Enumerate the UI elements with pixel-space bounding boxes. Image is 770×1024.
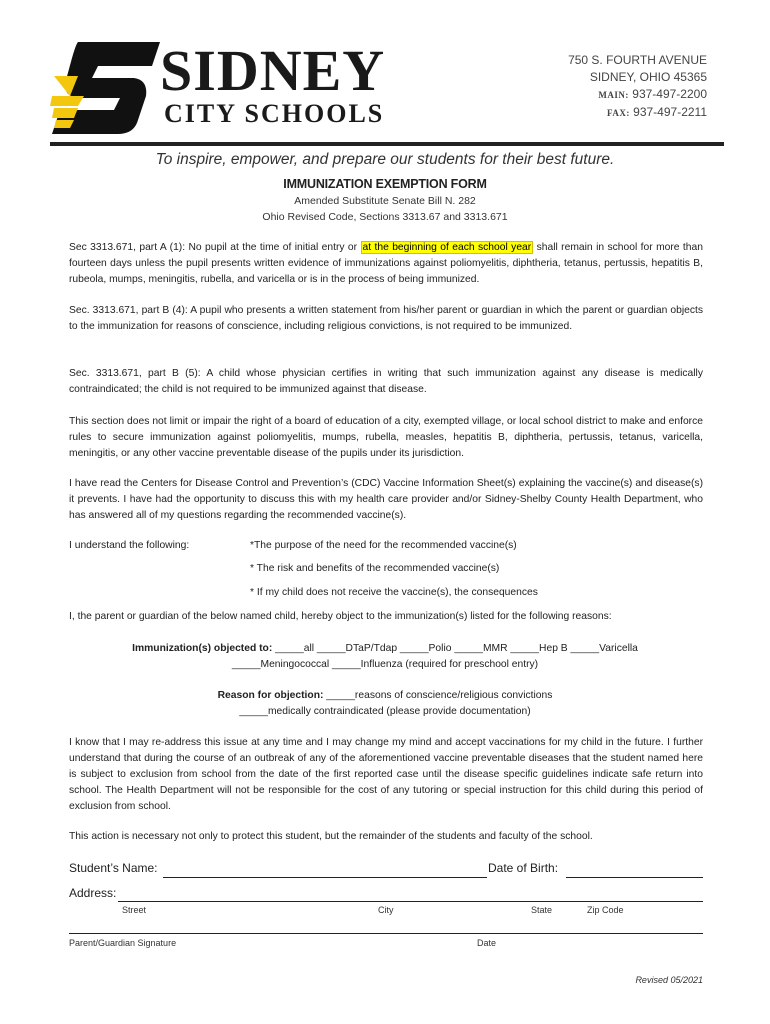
paragraph-necessary: This action is necessary not only to protect this student, but the remainder of the students and faculty of the school. [69, 831, 593, 842]
form-title: IMMUNIZATION EXEMPTION FORM [283, 177, 487, 191]
student-name-field[interactable] [163, 877, 487, 878]
paragraph-board-rights: This section does not limit or impair the right of a board of education of a city, exempted village, or local school district to make and enforce rules to secure immunization against poliomyelitis, mumps, rubella, measles, hepatitis B, diphtheria, pertussis, tetanus, varicella, meningitis, or any other vaccine preventable disease of the pupils under its jurisdiction. [69, 416, 703, 459]
reason-line-1 [0, 688, 770, 704]
understand-item-1: *The purpose of the need for the recommended vaccine(s) [250, 540, 517, 551]
address-block [568, 52, 707, 122]
address-line-2: SIDNEY, OHIO 45365 [589, 70, 707, 84]
part-a-text-rest: shall remain in school for more than fourteen days unless the pupil presents written evidence of immunizations against poliomyelitis, diphtheria, tetanus, pertussis, hepatitis B, rubeola, mumps, meningitis, rubella, and varicella or is in the process of being immunized. [69, 242, 703, 285]
main-phone-label: MAIN: [598, 90, 629, 100]
paragraph-part-a [69, 240, 703, 288]
object-statement: I, the parent or guardian of the below named child, hereby object to the immunization(s) listed for the following reasons: [69, 611, 612, 622]
address-field[interactable] [118, 901, 703, 902]
student-name-label: Student’s Name: [69, 861, 158, 875]
brand-subtitle: CITY SCHOOLS [164, 99, 385, 128]
date-caption: Date [477, 938, 497, 948]
form-subtitle-code: Ohio Revised Code, Sections 3313.67 and 3313.671 [262, 211, 508, 223]
reason-label: Reason for objection: [217, 690, 324, 701]
brand-name: SIDNEY [160, 38, 386, 103]
immunization-choices-2: _____Meningococcal _____Influenza (required for preschool entry) [231, 659, 539, 670]
fax-label: FAX: [606, 108, 630, 118]
state-caption: State [531, 905, 553, 915]
understand-label: I understand the following: [69, 540, 190, 551]
city-caption: City [378, 905, 394, 915]
immunization-label: Immunization(s) objected to: [132, 643, 273, 654]
highlighted-text: at the beginning of each school year [362, 242, 532, 253]
header-divider [50, 142, 724, 146]
immunization-options-line-1 [0, 641, 770, 657]
signature-caption: Parent/Guardian Signature [69, 938, 177, 948]
revision-note: Revised 05/2021 [635, 975, 703, 985]
address-label: Address: [69, 886, 117, 900]
signature-field[interactable] [69, 933, 703, 934]
form-subtitle-bill: Amended Substitute Senate Bill N. 282 [294, 195, 476, 207]
zip-caption: Zip Code [587, 905, 624, 915]
fax-row [568, 104, 707, 122]
dob-label: Date of Birth: [488, 861, 559, 875]
understand-item-2: * The risk and benefits of the recommended vaccine(s) [250, 563, 500, 574]
paragraph-cdc: I have read the Centers for Disease Control and Prevention’s (CDC) Vaccine Information Sheet(s) explaining the vaccine(s) and disease(s) it prevents. I have had the opportunity to discuss this with my health care provider and/or Sidney-Shelby County Health Department, who has answered all of my questions regarding the recommended vaccine(s). [69, 478, 703, 521]
part-a-text: Sec 3313.671, part A (1): No pupil at the time of initial entry or [69, 242, 361, 253]
paragraph-readdress: I know that I may re-address this issue at any time and I may change my mind and accept vaccinations for my child in the future. I further understand that during the course of an outbreak of any of the aforementioned vaccine preventable diseases that the student named here is subject to exclusion from school from the date of the first reported case until the disease specific guidelines indicate safe return into school. The Health Department will not be responsible for the cost of any tutoring or special instruction for this child during this period of exclusion from school. [69, 737, 703, 812]
fax-phone: 937-497-2211 [633, 105, 707, 119]
main-phone: 937-497-2200 [632, 87, 707, 101]
dob-field[interactable] [566, 877, 703, 878]
paragraph-part-b5: Sec. 3313.671, part B (5): A child whose physician certifies in writing that such immunization against any disease is medically contraindicated; the child is not required to be immunized against that disease. [69, 368, 703, 395]
address-line-1: 750 S. FOURTH AVENUE [568, 53, 707, 67]
reason-medical: _____medically contraindicated (please provide documentation) [239, 706, 531, 717]
sidney-s-logo-icon [48, 36, 166, 140]
main-phone-row [568, 86, 707, 104]
paragraph-part-b4: Sec. 3313.671, part B (4): A pupil who presents a written statement from his/her parent or guardian in which the parent or guardian objects to the immunization for reasons of conscience, including religious convictions, is not required to be immunized. [69, 305, 703, 332]
motto: To inspire, empower, and prepare our students for their best future. [155, 151, 615, 168]
understand-item-3: * If my child does not receive the vaccine(s), the consequences [250, 587, 538, 598]
immunization-choices-1: _____all _____DTaP/Tdap _____Polio _____MMR _____Hep B _____Varicella [272, 643, 638, 654]
street-caption: Street [122, 905, 147, 915]
reason-conscience: _____reasons of conscience/religious convictions [323, 690, 553, 701]
